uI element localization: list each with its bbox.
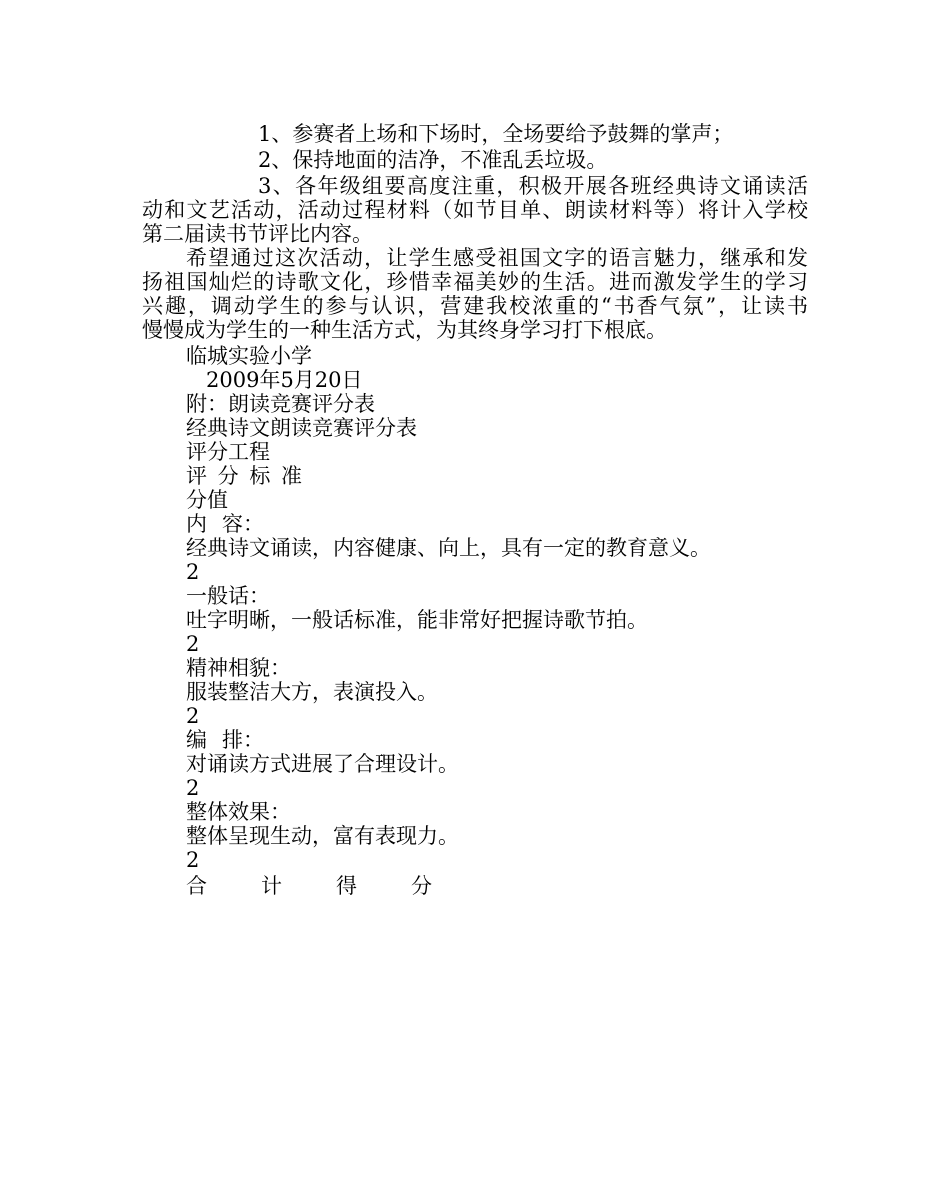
row-criteria-arrangement: 对诵读方式进展了合理设计。 [186, 752, 459, 776]
criteria-char: 准 [280, 464, 302, 488]
appendix-label: 附：朗读竞赛评分表 [186, 392, 375, 416]
row-item-char: 内 [186, 512, 207, 536]
rule-item-3-line-2: 动和文艺活动，活动过程材料（如节目单、朗读材料等）将计入学校 [142, 198, 808, 222]
column-header-criteria [186, 464, 302, 488]
row-item-char: 容： [222, 512, 264, 536]
closing-paragraph-line-4: 慢慢成为学生的一种生活方式，为其终身学习打下根底。 [142, 318, 667, 342]
school-name: 临城实验小学 [186, 344, 312, 368]
row-item-appearance: 精神相貌： [186, 656, 291, 680]
row-score-arrangement: 2 [186, 776, 200, 800]
column-header-item: 评分工程 [186, 440, 270, 464]
total-char: 计 [261, 874, 282, 898]
row-item-pronunciation: 一般话： [186, 584, 270, 608]
total-score-row [186, 874, 432, 898]
closing-paragraph-line-2: 扬祖国灿烂的诗歌文化，珍惜幸福美妙的生活。进而激发学生的学习 [142, 270, 808, 294]
row-item-content [186, 512, 264, 536]
row-item-char: 编 [186, 728, 207, 752]
row-score-appearance: 2 [186, 704, 200, 728]
criteria-char: 分 [217, 464, 239, 488]
row-item-overall: 整体效果： [186, 800, 291, 824]
row-score-pronunciation: 2 [186, 632, 200, 656]
document-date: 2009年5月20日 [206, 368, 363, 392]
total-char: 分 [411, 874, 432, 898]
row-criteria-pronunciation: 吐字明晰，一般话标准，能非常好把握诗歌节拍。 [186, 608, 648, 632]
row-item-char: 排： [222, 728, 264, 752]
total-char: 合 [186, 874, 207, 898]
row-score-content: 2 [186, 560, 200, 584]
closing-paragraph-line-3: 兴趣，调动学生的参与认识，营建我校浓重的“书香气氛”，让读书 [142, 294, 808, 318]
rule-item-3-line-3: 第二届读书节评比内容。 [142, 222, 373, 246]
row-criteria-overall: 整体呈现生动，富有表现力。 [186, 824, 459, 848]
rule-item-1: 1、参赛者上场和下场时，全场要给予鼓舞的掌声； [258, 122, 734, 146]
closing-paragraph-line-1: 希望通过这次活动，让学生感受祖国文字的语言魅力，继承和发 [186, 246, 808, 270]
total-char: 得 [336, 874, 357, 898]
rule-item-2: 2、保持地面的洁净，不准乱丢垃圾。 [258, 148, 608, 172]
criteria-char: 标 [249, 464, 271, 488]
row-item-arrangement [186, 728, 264, 752]
rule-item-3-line-1: 3、各年级组要高度注重，积极开展各班经典诗文诵读活 [258, 174, 808, 198]
score-table-title: 经典诗文朗读竞赛评分表 [186, 416, 417, 440]
column-header-score: 分值 [186, 488, 228, 512]
criteria-char: 评 [186, 464, 207, 488]
row-criteria-appearance: 服装整洁大方，表演投入。 [186, 680, 438, 704]
row-criteria-content: 经典诗文诵读，内容健康、向上，具有一定的教育意义。 [186, 536, 711, 560]
row-score-overall: 2 [186, 848, 200, 872]
